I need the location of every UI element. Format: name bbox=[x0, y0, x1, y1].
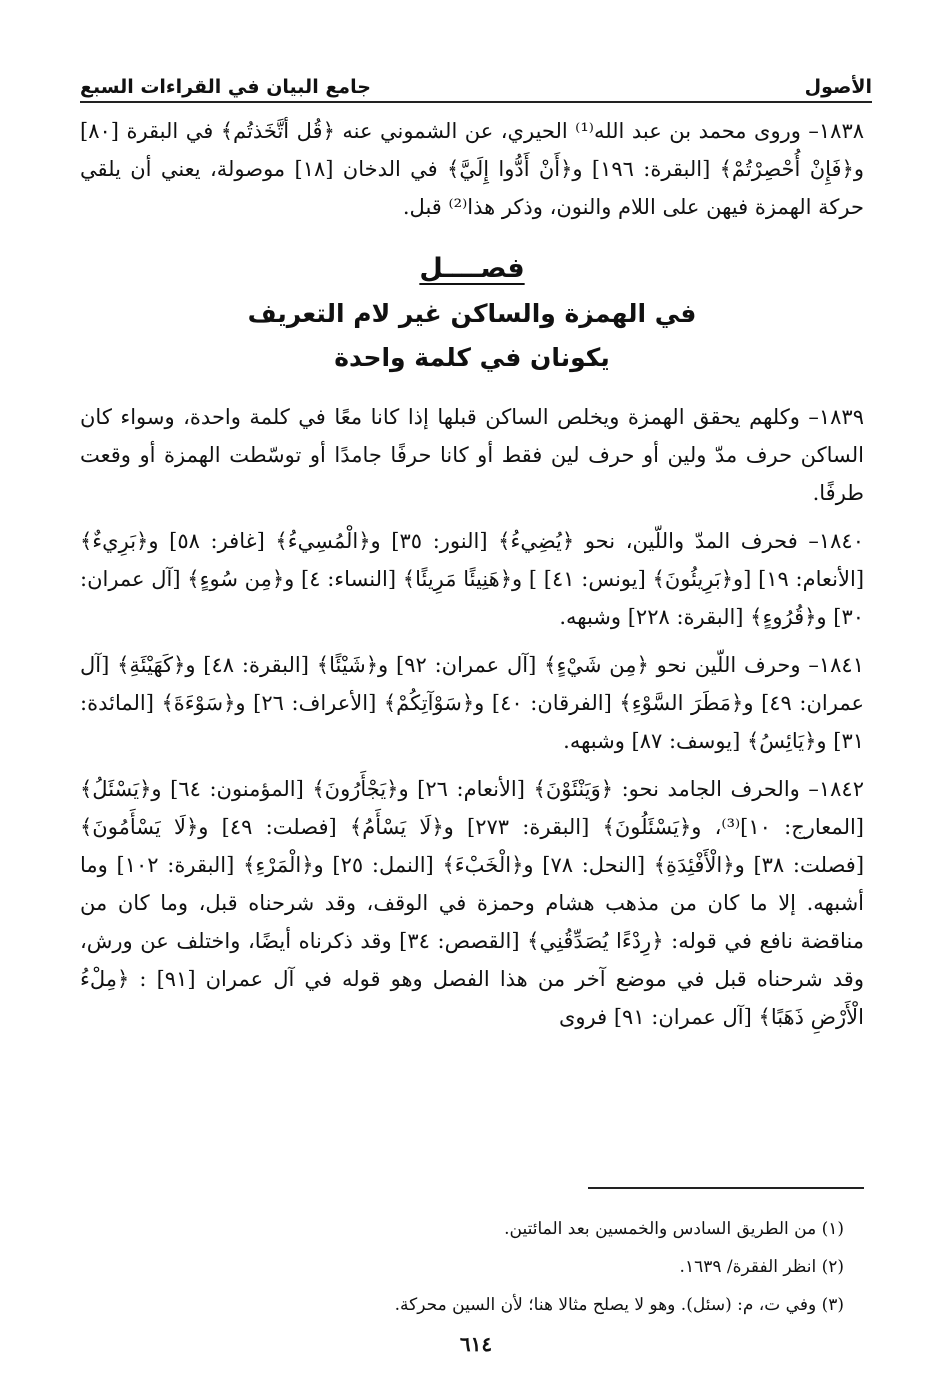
footnotes bbox=[80, 1210, 844, 1324]
paragraph-1841: ١٨٤١– وحرف اللّين نحو ﴿مِن شَيْءٍ﴾ [آل عمران: ٩٢] و﴿شَيْئًا﴾ [البقرة: ٤٨] و﴿كَهَيْئَةِ﴾ [آل عمران: ٤٩] و﴿مَطَرَ السَّوْءِ﴾ [الفرقان: ٤٠] و﴿سَوْآتِكُمْ﴾ [الأعراف: ٢٦] و﴿سَوْءَةَ﴾ [المائدة: ٣١] و﴿يَائِسُ﴾ [يوسف: ٨٧] وشبهه. bbox=[80, 653, 865, 753]
footnote-3: (٣) وفي ت، م: (سئل). وهو لا يصلح مثالا هنا؛ لأن السين محركة. bbox=[394, 1295, 844, 1315]
main-text bbox=[80, 112, 864, 1046]
section-title: الأصول bbox=[804, 76, 872, 98]
page-number: ٦١٤ bbox=[459, 1332, 493, 1356]
paragraph-1838: ١٨٣٨– وروى محمد بن عبد الله⁽¹⁾ الحيري، عن الشموني عنه ﴿قُل أتَّخَذتُم﴾ في البقرة [٨٠] و﴿فَإِنْ أُحْصِرْتُمْ﴾ [البقرة: ١٩٦] و﴿أَنْ أَدُّوا إِلَيَّ﴾ في الدخان [١٨] موصولة، يعني أن يلقي حركة الهمزة فيهن على اللام والنون، وذكر هذا⁽²⁾ قبل. bbox=[80, 119, 865, 219]
footnote-2: (٢) انظر الفقرة/ ١٦٣٩. bbox=[679, 1257, 844, 1277]
book-title: جامع البيان في القراءات السبع bbox=[80, 76, 371, 98]
running-header bbox=[80, 62, 872, 98]
paragraph-1842: ١٨٤٢– والحرف الجامد نحو: ﴿وَيَنْئَوْنَ﴾ [الأنعام: ٢٦] و﴿يَجْأَرُونَ﴾ [المؤمنون: ٦٤] و﴿يَسْئَلُ﴾ [المعارج: ١٠]⁽³⁾، و﴿يَسْئَلُونَ﴾ [البقرة: ٢٧٣] و﴿لَا يَسْأَمُ﴾ [فصلت: ٤٩] و﴿لَا يَسْأَمُونَ﴾ [فصلت: ٣٨] و﴿الْأَفْئِدَةِ﴾ [النحل: ٧٨] و﴿الْخَبْءَ﴾ [النمل: ٢٥] و﴿الْمَرْءِ﴾ [البقرة: ١٠٢] وما أشبهه. إلا ما كان من مذهب هشام وحمزة في الوقف، وقد شرحناه قبل، وما كان من مناقضة نافع في قوله: ﴿رِدْءًا يُصَدِّقُنِي﴾ [القصص: ٣٤] وقد ذكرناه أيضًا، واختلف عن ورش، وقد شرحناه قبل في موضع آخر من هذا الفصل وهو قوله في آل عمران [٩١] : ﴿مِلْءُ الْأَرْضِ ذَهَبًا﴾ [آل عمران: ٩١] فروى bbox=[80, 777, 865, 1029]
header-divider bbox=[80, 101, 872, 103]
heading-title: فصــــل bbox=[419, 253, 525, 284]
section-heading bbox=[80, 246, 864, 380]
footnote-1: (١) من الطريق السادس والخمسين بعد المائتين. bbox=[504, 1219, 844, 1239]
heading-line-2: يكونان في كلمة واحدة bbox=[334, 343, 610, 372]
footnote-divider bbox=[588, 1187, 864, 1189]
paragraph-1839: ١٨٣٩– وكلهم يحقق الهمزة ويخلص الساكن قبلها إذا كانا معًا في كلمة واحدة، وسواء كان الساكن حرف مدّ ولين أو حرف لين فقط أو كانا حرفًا جامدًا أو توسّطت الهمزة أو وقعت طرفًا. bbox=[80, 405, 864, 505]
paragraph-1840: ١٨٤٠– فحرف المدّ واللّين، نحو ﴿يُضِيءُ﴾ [النور: ٣٥] و﴿الْمُسِيءُ﴾ [غافر: ٥٨] و﴿بَرِيءٌ﴾ [الأنعام: ١٩] [و﴿بَرِيئُونَ﴾ [يونس: ٤١] ] و﴿هَنِيئًا مَرِيئًا﴾ [النساء: ٤] و﴿مِن سُوءٍ﴾ [آل عمران: ٣٠] و﴿قُرُوءٍ﴾ [البقرة: ٢٢٨] وشبهه. bbox=[80, 529, 865, 629]
heading-line-1: في الهمزة والساكن غير لام التعريف bbox=[247, 299, 697, 328]
